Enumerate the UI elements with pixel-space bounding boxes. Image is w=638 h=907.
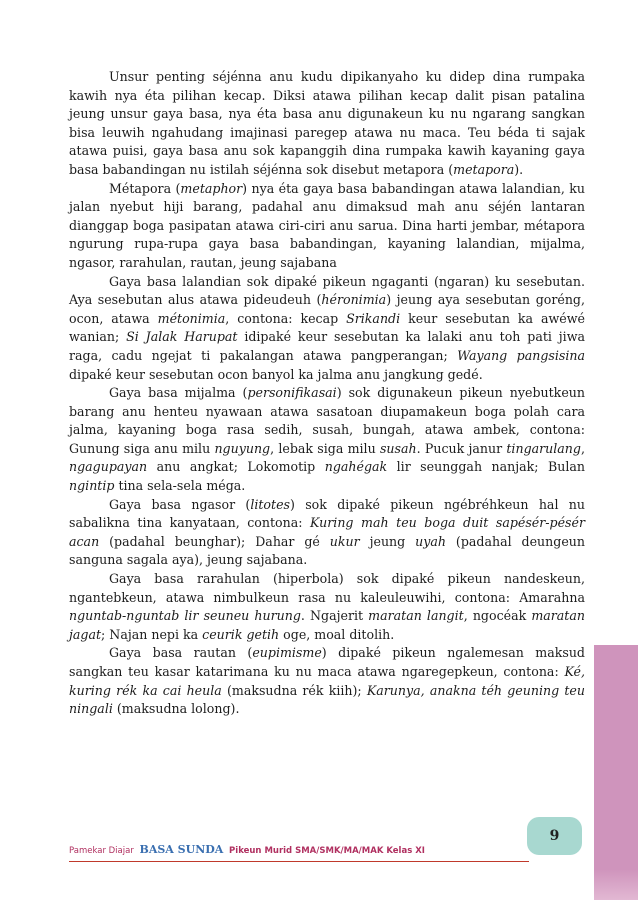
text-run: Métapora ( xyxy=(109,180,181,196)
text-run: (padahal deungeun sanguna sagala aya), jeung sajabana. xyxy=(69,533,585,568)
text-run: ) jeung aya sesebutan goréng, ocon, atawa xyxy=(69,292,585,326)
text-run: Gaya basa ngasor ( xyxy=(109,496,251,512)
text-run: Unsur penting séjénna anu kudu dipikanyaho ku didep dina rumpaka kawih nya éta pilihan kecap. Diksi atawa pilihan kecap dalit pisan patalina jeung unsur gaya basa, nya éta basa anu digunakeun ku nu ngarang sangkan bisa leuwih ngahudang imajinasi paregep atawa nu maca. Teu béda ti sajak atawa puisi, gaya basa anu sok kapanggih dina rumpaka kawih kayaning gaya basa babandingan nu istilah séjénna sok disebut metapora ( xyxy=(69,69,585,177)
paragraph xyxy=(69,180,585,273)
italic-term: ceurik getih xyxy=(202,626,280,642)
italic-term: nguyung xyxy=(214,440,271,456)
text-run: ). xyxy=(514,161,524,177)
text-run: ) sok digunakeun pikeun nyebutkeun barang anu henteu nyawaan atawa sasatoan diupamakeun boga polah cara jalma, kayaning boga rasa sedih, susah, bungah, atawa ambek, contona: Gunung siga anu milu xyxy=(69,385,585,456)
text-run: anu angkat; Lokomotip xyxy=(147,459,325,475)
text-run: , contona: kecap xyxy=(225,310,347,326)
italic-term: Wayang pangsisina xyxy=(457,347,585,363)
paragraph xyxy=(69,570,585,644)
text-run: Gaya basa rautan ( xyxy=(109,645,253,661)
paragraph xyxy=(69,496,585,570)
page-number: 9 xyxy=(527,817,582,855)
italic-term: métonimia xyxy=(157,310,226,326)
italic-term: héronimia xyxy=(321,292,387,308)
italic-term: metapora xyxy=(453,161,515,177)
italic-term: uyah xyxy=(415,533,446,549)
italic-term: tingarulang xyxy=(506,440,581,456)
text-run: keur sesebutan ka awéwé wanian; xyxy=(69,310,585,345)
footer-book-title: BASA SUNDA xyxy=(139,843,224,856)
text-run: tina sela-sela méga. xyxy=(114,478,246,494)
italic-term: Kuring mah teu boga duit sapésér-pésér acan xyxy=(69,515,585,549)
italic-term: ngagupayan xyxy=(69,459,148,475)
text-run: Gaya basa mijalma ( xyxy=(109,385,248,401)
text-run: ; Najan nepi ka xyxy=(101,626,203,642)
paragraph xyxy=(69,273,585,385)
text-run: Gaya basa rarahulan (hiperbola) sok dipaké pikeun nandeskeun, ngantebkeun, atawa nimbulkeun rasa nu kaleuleuwihi, contona: Amarahna xyxy=(69,571,585,605)
text-run: dipaké keur sesebutan ocon banyol ka jalma anu jangkung gedé. xyxy=(69,366,483,382)
text-run: . Ngajerit xyxy=(300,608,369,624)
text-run: ) dipaké pikeun ngalemesan maksud sangkan teu kasar katarimana ku nu maca atawa ngaregepkeun, contona: xyxy=(69,645,585,679)
italic-term: Si Jalak Harupat xyxy=(126,329,238,345)
italic-term: Karunya, anakna téh geuning teu ningali xyxy=(69,682,585,717)
text-run: lir seunggah nanjak; Bulan xyxy=(387,459,586,475)
text-run: . Pucuk janur xyxy=(416,440,507,456)
side-color-tab xyxy=(594,645,638,900)
italic-term: Srikandi xyxy=(346,310,401,326)
text-run: ) sok dipaké pikeun ngébréhkeun hal nu sabalikna tina kanyataan, contona: xyxy=(69,496,585,531)
italic-term: nguntab-nguntab lir seuneu hurung xyxy=(69,608,301,624)
text-run: (maksudna rék kiih); xyxy=(221,682,367,698)
text-run: idipaké keur sesebutan ka lalaki anu toh pati jiwa raga, cadu ngejat ti pakalangan atawa pangperangan; xyxy=(69,329,585,363)
paragraph xyxy=(69,68,585,180)
text-run: oge, moal ditolih. xyxy=(279,626,395,642)
text-run: , lebak siga milu xyxy=(270,440,380,456)
paragraph xyxy=(69,644,585,718)
italic-term: maratan jagat xyxy=(69,608,585,642)
italic-term: ngahégak xyxy=(324,459,388,475)
text-run: , ngocéak xyxy=(463,608,532,624)
body-text xyxy=(69,68,585,719)
footer xyxy=(69,843,529,862)
italic-term: ngintip xyxy=(69,478,115,494)
text-run: Gaya basa lalandian sok dipaké pikeun ngaganti (ngaran) ku sesebutan. Aya sesebutan alus atawa pideudeuh ( xyxy=(69,273,585,308)
italic-term: Ké, kuring rék ka cai heula xyxy=(69,664,585,698)
footer-suffix: Pikeun Murid SMA/SMK/MA/MAK Kelas XI xyxy=(229,846,425,856)
italic-term: metaphor xyxy=(180,180,243,196)
italic-term: susah xyxy=(379,440,417,456)
paragraph xyxy=(69,384,585,496)
footer-prefix: Pamekar Diajar xyxy=(69,846,134,856)
italic-term: eupimisme xyxy=(252,645,322,661)
text-run: (padahal beunghar); Dahar gé xyxy=(99,533,330,549)
italic-term: maratan langit xyxy=(368,608,464,624)
text-run: ) nya éta gaya basa babandingan atawa lalandian, ku jalan nyebut hiji barang, padahal anu dimaksud mah anu séjén lantaran dianggap boga pasipatan atawa ciri-ciri anu sarua. Dina harti jembar, métapora ngurung rupa-rupa gaya basa babandingan, kayaning lalandian, mijalma, ngasor, rarahulan, rautan, jeung sajabana xyxy=(69,180,585,270)
italic-term: ukur xyxy=(329,533,360,549)
italic-term: personifikasai xyxy=(247,385,337,401)
text-run: (maksudna lolong). xyxy=(112,701,240,717)
text-run: jeung xyxy=(359,533,416,549)
italic-term: litotes xyxy=(250,496,290,512)
text-run: , xyxy=(580,440,585,456)
